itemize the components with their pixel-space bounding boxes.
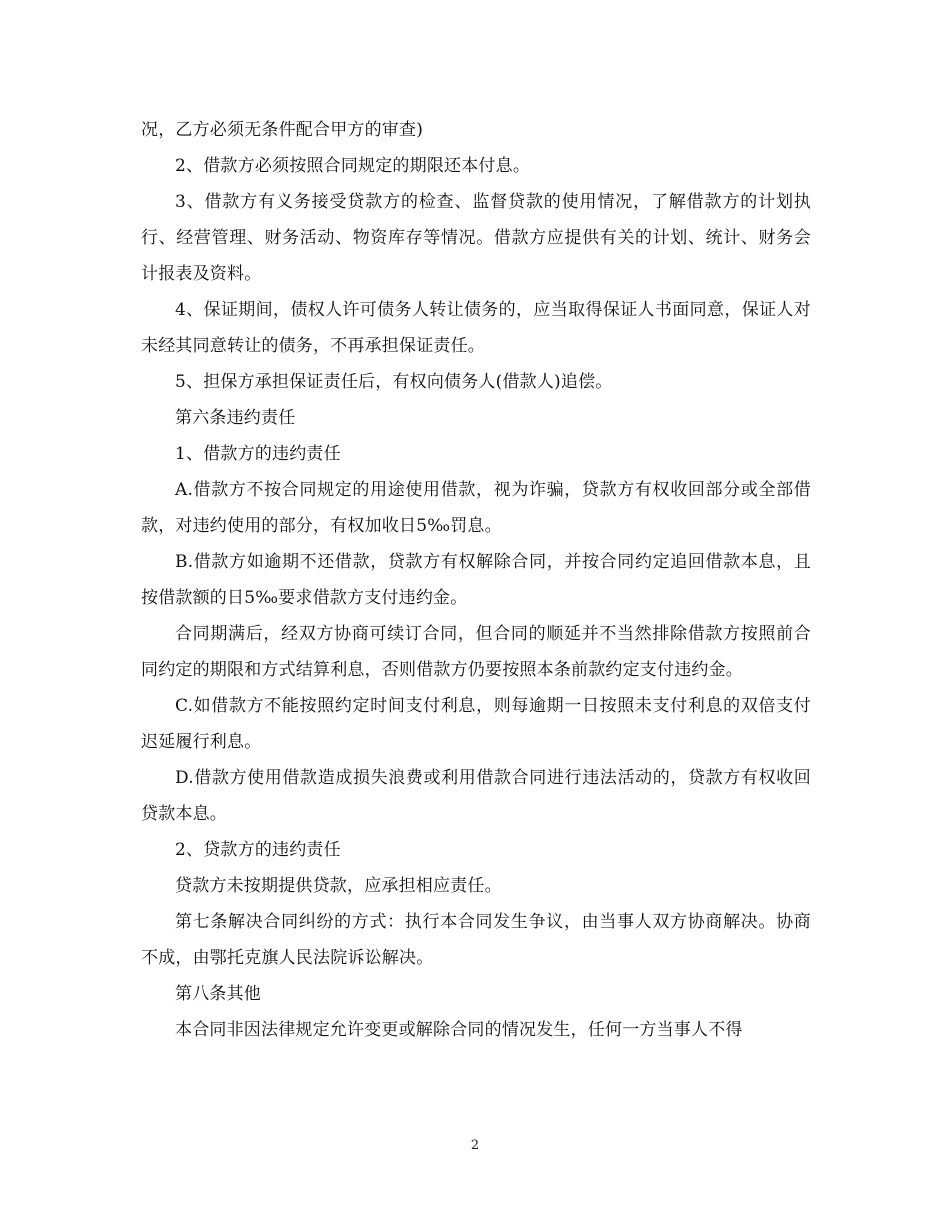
document-body xyxy=(141,112,811,1048)
subheading-lender-liability: 2、贷款方的违约责任 xyxy=(175,840,341,860)
subheading-borrower-liability: 1、借款方的违约责任 xyxy=(175,444,341,464)
paragraph-item-b: B.借款方如逾期不还借款，贷款方有权解除合同，并按合同约定追回借款本息，且按借款额的日5‰要求借款方支付违约金。 xyxy=(141,552,811,608)
page-number: 2 xyxy=(470,1138,480,1153)
paragraph-item-a: A.借款方不按合同规定的用途使用借款，视为诈骗，贷款方有权收回部分或全部借款，对违约使用的部分，有权加收日5‰罚息。 xyxy=(141,480,811,536)
section-heading-article-6: 第六条违约责任 xyxy=(175,408,296,428)
paragraph-item-d: D.借款方使用借款造成损失浪费或利用借款合同进行违法活动的，贷款方有权收回贷款本息。 xyxy=(141,768,811,824)
paragraph-article-8-body: 本合同非因法律规定允许变更或解除合同的情况发生，任何一方当事人不得 xyxy=(175,1020,743,1040)
paragraph-renewal: 合同期满后，经双方协商可续订合同，但合同的顺延并不当然排除借款方按照前合同约定的期限和方式结算利息，否则借款方仍要按照本条前款约定支付违约金。 xyxy=(141,624,811,680)
paragraph-lender-liability: 贷款方未按期提供贷款，应承担相应责任。 xyxy=(175,876,502,896)
paragraph-clause-3: 3、借款方有义务接受贷款方的检查、监督贷款的使用情况，了解借款方的计划执行、经营管理、财务活动、物资库存等情况。借款方应提供有关的计划、统计、财务会计报表及资料。 xyxy=(141,192,811,284)
paragraph-clause-2: 2、借款方必须按照合同规定的期限还本付息。 xyxy=(175,156,531,176)
paragraph-clause-5: 5、担保方承担保证责任后，有权向债务人(借款人)追偿。 xyxy=(175,372,613,392)
paragraph-continuation: 况，乙方必须无条件配合甲方的审查) xyxy=(141,120,424,140)
paragraph-item-c: C.如借款方不能按照约定时间支付利息，则每逾期一日按照未支付利息的双倍支付迟延履行利息。 xyxy=(141,696,811,752)
section-heading-article-8: 第八条其他 xyxy=(175,984,261,1004)
section-heading-article-7: 第七条解决合同纠纷的方式：执行本合同发生争议，由当事人双方协商解决。协商不成，由鄂托克旗人民法院诉讼解决。 xyxy=(141,912,811,968)
paragraph-clause-4: 4、保证期间，债权人许可债务人转让债务的，应当取得保证人书面同意，保证人对未经其同意转让的债务，不再承担保证责任。 xyxy=(141,300,811,356)
